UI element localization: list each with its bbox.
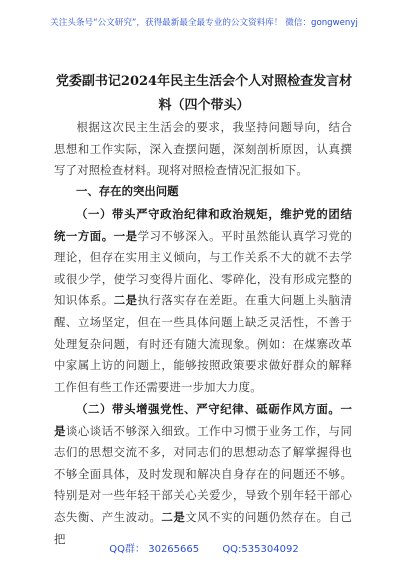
point-marker: 一是 — [54, 402, 352, 438]
subsection-1-heading: （一）带头严守政治纪律和政治规矩，维护党的团结统一方面。 — [54, 207, 352, 243]
point-text: 文风不实的问题仍然存在。自己把 — [54, 509, 352, 546]
section-heading: 一、存在的突出问题 — [76, 184, 179, 198]
contact-footer — [0, 540, 408, 555]
document-title: 党委副书记2024年民主生活会个人对照检查发言材料（四个带头） — [55, 74, 353, 113]
point-text: 学习不够深入。平时虽然能认真学习党的理论，但存在实用主义倾向，与工作关系不大的就不去学或很少学，使学习变得片面化、零碎化，没有形成完整的知识体系。 — [54, 228, 352, 308]
qq-group-label: QQ群： 30265665 — [109, 544, 200, 555]
promo-banner: 关注头条号“公文研究”，获得最新最全最专业的公文资料库！ 微信：gongwenyj — [50, 18, 358, 28]
point-text: 执行落实存在差距。在重大问题上头脑清醒、立场坚定，但在一些具体问题上缺乏灵活性，不善于处理复杂问题，有时还有随大流现象。例如：在煤寨改革中家属上访的问题上，能够按照政策要求做好群众的解释工作但有些工作还需要进一步加大力度。 — [54, 293, 352, 394]
point-marker: 二是 — [161, 509, 186, 524]
qq-contact-label: QQ:535304092 — [222, 544, 299, 555]
point-marker: 二是 — [113, 293, 138, 308]
point-text: 谈心谈话不够深入细致。工作中习惯于业务工作，与同志们的思想交流不多，对同志们的思想动态了解掌握得也不够全面具体，及时发现和解决自身存在的问题还不够。特别是对一些年轻干部关心关爱少，导致个别年轻干部心态失衡、产生波动。 — [54, 423, 352, 524]
subsection-1-paragraph — [54, 204, 352, 398]
subsection-2-paragraph — [54, 399, 352, 550]
point-marker: 一是 — [113, 228, 138, 243]
intro-paragraph: 根据这次民主生活会的要求，我坚持问题导向，结合思想和工作实际，深入查摆问题，深刻剖析原因，认真撰写了对照检查材料。现将对照检查情况汇报如下。 — [54, 120, 352, 178]
subsection-2-heading: （二）带头增强党性、严守纪律、砥砺作风方面。 — [76, 402, 341, 416]
